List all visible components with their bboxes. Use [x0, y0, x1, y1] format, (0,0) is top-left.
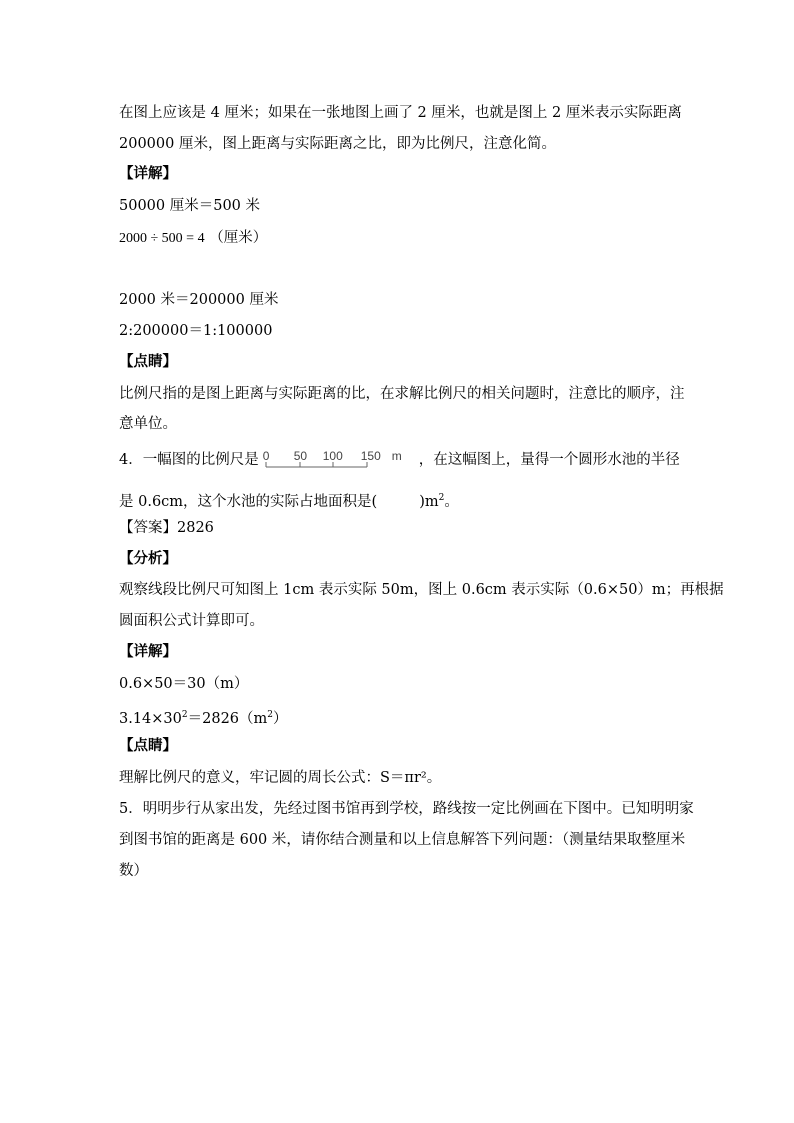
section-heading-detail: 【详解】 — [119, 165, 177, 182]
text-line: 理解比例尺的意义，牢记圆的周长公式：S＝πr²。 — [119, 770, 442, 786]
math-expression: 2000 ÷ 500 = 4 — [119, 231, 205, 246]
scale-bar-label: 0 — [262, 449, 270, 463]
section-heading-point: 【点睛】 — [119, 737, 177, 754]
text-line: 50000 厘米＝500 米 — [119, 198, 261, 214]
text-line: 比例尺指的是图上距离与实际距离的比，在求解比例尺的相关问题时，注意比的顺序，注 — [119, 386, 685, 402]
math-text: ） — [273, 711, 288, 727]
superscript: 2 — [181, 710, 188, 720]
scale-bar — [263, 450, 415, 470]
text-line: 200000 厘米，图上距离与实际距离之比，即为比例尺，注意化简。 — [119, 136, 556, 152]
text-line: 2:200000＝1:100000 — [119, 323, 273, 339]
question-5-line-2: 到图书馆的距离是 600 米，请你结合测量和以上信息解答下列问题：（测量结果取整厘米 — [119, 832, 686, 848]
scale-bar-unit: m — [391, 449, 402, 463]
question-4-unit: )m — [419, 494, 439, 510]
text-line: 2000 米＝200000 厘米 — [119, 292, 279, 308]
question-4-line-2 — [119, 488, 459, 512]
answer-line: 【答案】2826 — [119, 520, 214, 536]
superscript: 2 — [267, 710, 274, 720]
text-line: 意单位。 — [119, 416, 177, 432]
scale-bar-label: 100 — [322, 449, 343, 463]
text-line: 在图上应该是 4 厘米；如果在一张地图上画了 2 厘米，也就是图上 2 厘米表示实际距离 — [119, 105, 682, 121]
math-line — [119, 228, 267, 249]
section-heading-detail: 【详解】 — [119, 643, 177, 660]
text-line: 观察线段比例尺可知图上 1cm 表示实际 50m，图上 0.6cm 表示实际（0.6×50）m；再根据 — [119, 582, 724, 598]
scale-bar-label: 150 — [360, 449, 381, 463]
unit-text: （厘米） — [209, 230, 268, 246]
math-text: ＝2826（m — [187, 711, 268, 727]
text-line: 圆面积公式计算即可。 — [119, 613, 264, 629]
superscript: 2 — [438, 493, 445, 503]
question-4-line-1 — [119, 450, 680, 470]
question-5-line-3: 数） — [119, 863, 148, 879]
question-4-prefix: 4．一幅图的比例尺是 — [119, 452, 259, 468]
question-4-end: 。 — [444, 494, 459, 510]
math-text: 3.14×30 — [119, 711, 182, 727]
question-4-suffix: ，在这幅图上，量得一个圆形水池的半径 — [418, 452, 680, 468]
math-line — [119, 705, 288, 729]
question-4-text: 是 0.6cm，这个水池的实际占地面积是( — [119, 494, 378, 510]
scale-bar-label: 50 — [293, 449, 308, 463]
question-5-line-1: 5．明明步行从家出发，先经过图书馆再到学校，路线按一定比例画在下图中。已知明明家 — [119, 801, 694, 817]
section-heading-point: 【点睛】 — [119, 353, 177, 370]
section-heading-analysis: 【分析】 — [119, 550, 177, 567]
text-line: 0.6×50＝30（m） — [119, 676, 249, 692]
